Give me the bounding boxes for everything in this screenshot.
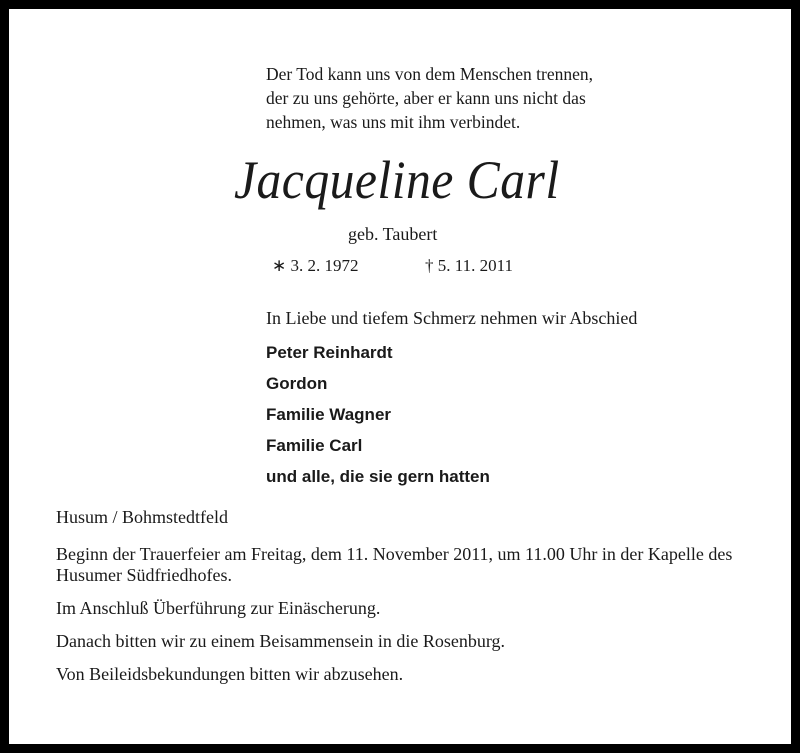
mourner-name: Familie Wagner (266, 405, 392, 424)
death-date: † 5. 11. 2011 (425, 256, 513, 275)
birth-date: ∗ 3. 2. 1972 (272, 256, 359, 275)
quote-line-1: Der Tod kann uns von dem Menschen trennen, (266, 64, 593, 84)
mourners-block (266, 305, 637, 492)
mourner-name: und alle, die sie gern hatten (266, 467, 490, 486)
location: Husum / Bohmstedtfeld (56, 507, 228, 527)
condolences-note: Von Beileidsbekundungen bitten wir abzusehen. (56, 664, 404, 684)
transfer-note: Im Anschluß Überführung zur Einäscherung. (56, 598, 381, 618)
gathering-note: Danach bitten wir zu einem Beisammensein in die Rosenburg. (56, 631, 506, 651)
memorial-quote (266, 62, 593, 134)
maiden-name: geb. Taubert (348, 224, 438, 244)
farewell-intro: In Liebe und tiefem Schmerz nehmen wir Abschied (266, 308, 638, 328)
funeral-info (56, 544, 756, 697)
funeral-details: Beginn der Trauerfeier am Freitag, dem 11. November 2011, um 11.00 Uhr in der Kapelle des Husumer Südfriedhofes. (56, 544, 733, 585)
deceased-name: Jacqueline Carl (234, 150, 560, 210)
quote-line-3: nehmen, was uns mit ihm verbindet. (266, 112, 521, 132)
mourner-name: Gordon (266, 374, 328, 393)
quote-line-2: der zu uns gehörte, aber er kann uns nicht das (266, 88, 586, 108)
mourner-name: Peter Reinhardt (266, 343, 393, 362)
mourner-name: Familie Carl (266, 436, 363, 455)
